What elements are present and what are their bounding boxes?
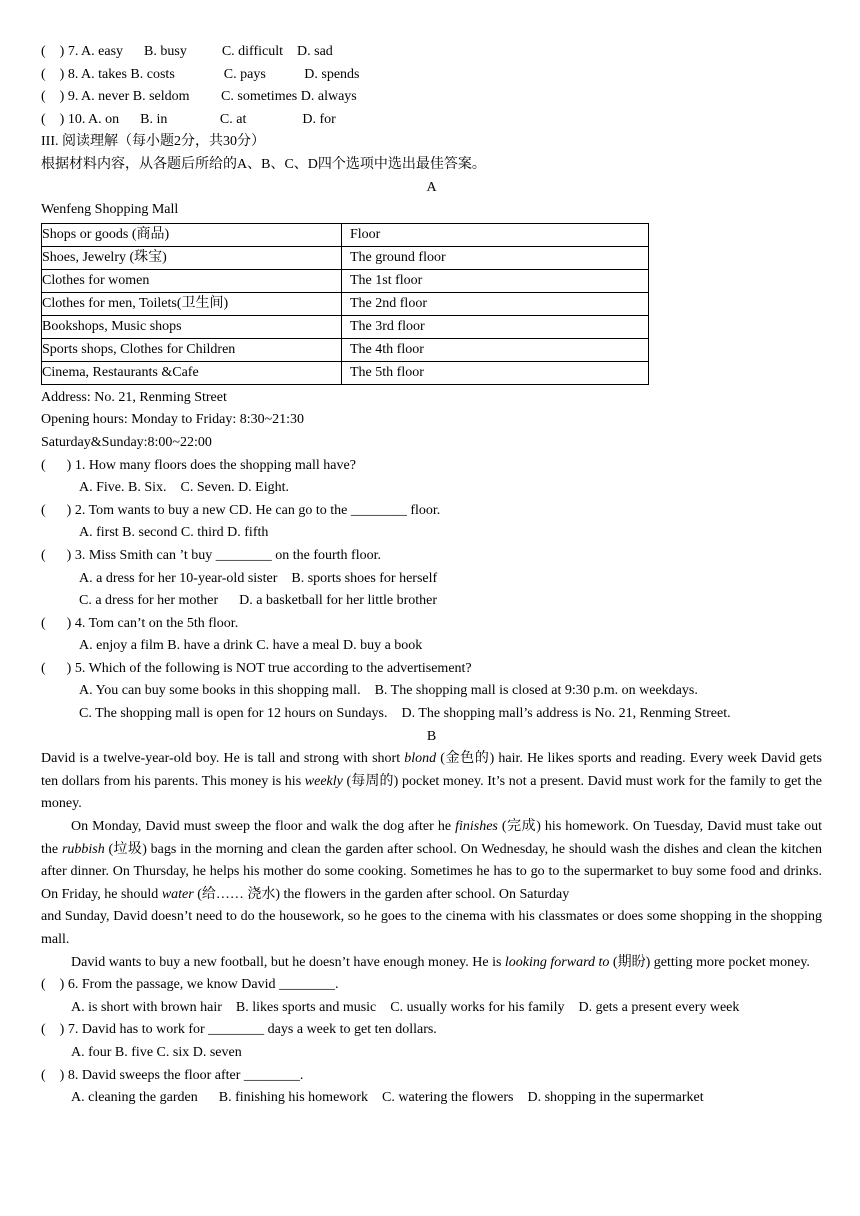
table-cell: Floor [342, 223, 649, 246]
table-row [42, 338, 649, 361]
opening-hours-weekend: Saturday&Sunday:8:00~22:00 [41, 434, 212, 450]
table-cell: The 4th floor [342, 338, 649, 361]
opening-hours-weekday: Opening hours: Monday to Friday: 8:30~21:30 [41, 412, 305, 428]
table-cell: The 2nd floor [342, 292, 649, 315]
table-row [42, 223, 649, 246]
question-2-options: A. first B. second C. third D. fifth [79, 525, 269, 541]
table-cell: Clothes for men, Toilets(卫生间) [42, 292, 342, 315]
table-row [42, 269, 649, 292]
table-row [42, 361, 649, 384]
exam-page [41, 41, 822, 1110]
passage-paragraph-2: On Monday, David must sweep the floor and walk the dog after he finishes (完成) his homework. On Tuesday, David must take out the rubbish (垃圾) bags in the morning and clean the garden after school. On Wednesday, he should wash the dishes and clean the kitchen after dinner. On Thursday, he helps his mother do some cooking. Sometimes he has to go to the supermarket to buy some food and drinks. On Friday, he should water (给…… 浇水) the flowers in the garden after school. On Saturday [41, 819, 822, 902]
cloze-question-9: ( ) 9. A. never B. seldom C. sometimes D. always [41, 89, 357, 105]
question-5-options-cd: C. The shopping mall is open for 12 hours on Sundays. D. The shopping mall’s address is No. 21, Renming Street. [79, 706, 731, 722]
passage-paragraph-3: David wants to buy a new football, but he doesn’t have enough money. He is looking forward to (期盼) getting more pocket money. [71, 954, 810, 970]
cloze-question-7: ( ) 7. A. easy B. busy C. difficult D. sad [41, 44, 333, 59]
table-row [42, 292, 649, 315]
table-cell: The 5th floor [342, 361, 649, 384]
passage-paragraph-2-cont: and Sunday, David doesn’t need to do the housework, so he goes to the cinema with his classmates or does some shopping in the shopping mall. [41, 909, 822, 947]
part-a-heading: A [426, 179, 437, 195]
table-cell: Shops or goods (商品) [42, 223, 342, 246]
table-cell: Bookshops, Music shops [42, 315, 342, 338]
part-b-heading: B [426, 728, 437, 744]
question-3-options-ab: A. a dress for her 10-year-old sister B. sports shoes for herself [79, 570, 438, 586]
question-7-options: A. four B. five C. six D. seven [71, 1044, 242, 1060]
mall-name: Wenfeng Shopping Mall [41, 202, 179, 218]
question-1: ( ) 1. How many floors does the shopping mall have? [41, 457, 356, 473]
mall-address: Address: No. 21, Renming Street [41, 389, 227, 405]
question-6: ( ) 6. From the passage, we know David ________. [41, 977, 339, 993]
question-8-options: A. cleaning the garden B. finishing his homework C. watering the flowers D. shopping in the supermarket [71, 1090, 704, 1106]
table-cell: The ground floor [342, 246, 649, 269]
table-row [42, 246, 649, 269]
question-8: ( ) 8. David sweeps the floor after ________. [41, 1067, 304, 1083]
section-title: III. 阅读理解（每小题2分，共30分） [41, 134, 265, 150]
floor-directory-table [41, 223, 649, 385]
table-cell: Cinema, Restaurants &Cafe [42, 361, 342, 384]
passage-paragraph-1: David is a twelve-year-old boy. He is tall and strong with short blond (金色的) hair. He likes sports and reading. Every week David gets ten dollars from his parents. This money is his weekly (每周的) pocket money. It’s not a present. David must work for the family to get the money. [41, 751, 823, 812]
cloze-question-8: ( ) 8. A. takes B. costs C. pays D. spends [41, 66, 360, 82]
table-row [42, 315, 649, 338]
question-4-options: A. enjoy a film B. have a drink C. have a meal D. buy a book [79, 638, 423, 654]
table-cell: Clothes for women [42, 269, 342, 292]
question-5: ( ) 5. Which of the following is NOT true according to the advertisement? [41, 660, 472, 676]
question-3-options-cd: C. a dress for her mother D. a basketball for her little brother [79, 593, 438, 609]
question-5-options-ab: A. You can buy some books in this shopping mall. B. The shopping mall is closed at 9:30 p.m. on weekdays. [79, 683, 698, 699]
section-instruction: 根据材料内容，从各题后所给的A、B、C、D四个选项中选出最佳答案。 [41, 156, 486, 172]
question-4: ( ) 4. Tom can’t on the 5th floor. [41, 615, 239, 631]
question-1-options: A. Five. B. Six. C. Seven. D. Eight. [79, 480, 290, 496]
table-cell: The 1st floor [342, 269, 649, 292]
table-cell: Sports shops, Clothes for Children [42, 338, 342, 361]
question-3: ( ) 3. Miss Smith can ’t buy ________ on the fourth floor. [41, 547, 381, 563]
question-6-options: A. is short with brown hair B. likes sports and music C. usually works for his family D. gets a present every week [71, 999, 740, 1015]
cloze-question-10: ( ) 10. A. on B. in C. at D. for [41, 111, 336, 127]
question-7: ( ) 7. David has to work for ________ days a week to get ten dollars. [41, 1022, 437, 1038]
table-cell: The 3rd floor [342, 315, 649, 338]
passage-b [41, 748, 822, 974]
table-cell: Shoes, Jewelry (珠宝) [42, 246, 342, 269]
question-2: ( ) 2. Tom wants to buy a new CD. He can go to the ________ floor. [41, 502, 441, 518]
